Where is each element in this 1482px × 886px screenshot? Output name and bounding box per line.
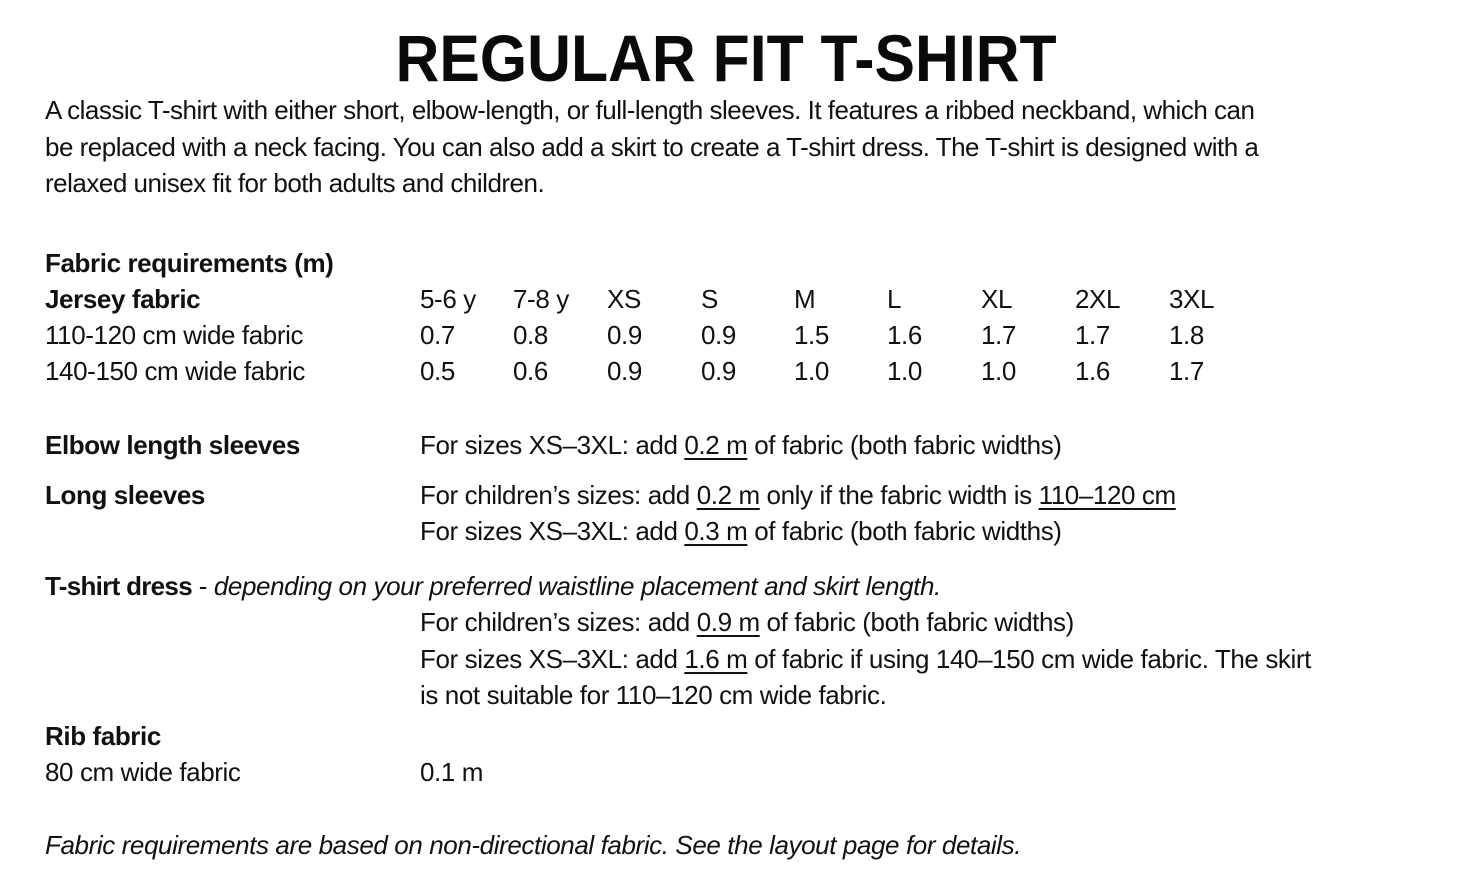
page-title: REGULAR FIT T-SHIRT (395, 21, 1057, 95)
requirement-text: For sizes XS–3XL: add (420, 644, 685, 674)
table-cell: 0.8 (513, 320, 548, 350)
table-cell: 0.9 (701, 356, 736, 386)
requirement-text: For children’s sizes: add (420, 607, 697, 637)
table-cell: 0.6 (513, 356, 548, 386)
intro-paragraph (45, 92, 1445, 202)
separator: - (191, 571, 214, 601)
requirement-line: is not suitable for 110–120 cm wide fabric. (420, 680, 887, 710)
requirement-text: For sizes XS–3XL: add (420, 516, 685, 546)
intro-line: A classic T-shirt with either short, elbow-length, or full-length sleeves. It features a ribbed neckband, which can (45, 95, 1255, 125)
table-cell: 1.0 (887, 356, 922, 386)
table-cell: 0.5 (420, 356, 455, 386)
size-header: 2XL (1075, 284, 1121, 314)
amount-value: 0.9 m (696, 607, 760, 637)
requirement-text: For sizes XS–3XL: add (420, 430, 685, 460)
amount-value: 1.6 m (684, 644, 748, 674)
table-cell: 1.8 (1169, 320, 1204, 350)
width-value: 110–120 cm (1038, 480, 1176, 510)
table-cell: 1.6 (1075, 356, 1110, 386)
section-label: Rib fabric (45, 721, 161, 751)
amount-value: 0.2 m (696, 480, 760, 510)
row-label: 140-150 cm wide fabric (45, 356, 305, 386)
rib-fabric-value: 0.1 m (420, 757, 484, 787)
requirement-text: For children’s sizes: add (420, 480, 697, 510)
row-label: 80 cm wide fabric (45, 757, 241, 787)
size-header: M (794, 284, 816, 314)
requirement-line (420, 427, 1062, 463)
footnote: Fabric requirements are based on non-directional fabric. See the layout page for details. (45, 830, 1022, 860)
requirement-text: of fabric (both fabric widths) (747, 516, 1062, 546)
size-header: L (887, 284, 902, 314)
table-cell: 0.9 (701, 320, 736, 350)
requirement-text: of fabric if using 140–150 cm wide fabric. The skirt (747, 644, 1311, 674)
table-cell: 1.6 (887, 320, 922, 350)
size-header: 5-6 y (420, 284, 476, 314)
section-label: Elbow length sleeves (45, 430, 300, 460)
size-header: 3XL (1169, 284, 1215, 314)
size-header: XS (607, 284, 641, 314)
requirement-text: of fabric (both fabric widths) (759, 607, 1074, 637)
amount-value: 0.3 m (684, 516, 748, 546)
section-label: T-shirt dress (45, 571, 192, 601)
section-note: depending on your preferred waistline placement and skirt length. (213, 571, 941, 601)
requirement-line (420, 513, 1062, 549)
table-cell: 1.0 (981, 356, 1016, 386)
intro-line: relaxed unisex fit for both adults and children. (45, 168, 545, 198)
section-label: Long sleeves (45, 480, 205, 510)
size-header: XL (981, 284, 1013, 314)
requirement-text: of fabric (both fabric widths) (747, 430, 1062, 460)
table-subheading: Jersey fabric (45, 284, 201, 314)
table-heading: Fabric requirements (m) (45, 248, 334, 278)
amount-value: 0.2 m (684, 430, 748, 460)
table-cell: 1.7 (1075, 320, 1110, 350)
table-cell: 1.7 (1169, 356, 1204, 386)
requirement-text: only if the fabric width is (759, 480, 1039, 510)
section-header (45, 568, 941, 604)
row-label: 110-120 cm wide fabric (45, 320, 304, 350)
table-cell: 1.0 (794, 356, 829, 386)
size-header: 7-8 y (513, 284, 569, 314)
table-cell: 0.7 (420, 320, 455, 350)
requirement-line (420, 477, 1176, 513)
requirement-line (420, 604, 1074, 640)
requirement-line (420, 641, 1311, 677)
table-cell: 1.7 (981, 320, 1016, 350)
table-cell: 0.9 (607, 356, 642, 386)
intro-line: be replaced with a neck facing. You can also add a skirt to create a T-shirt dress. The T-shirt is designed with a (45, 131, 1259, 162)
table-cell: 1.5 (794, 320, 829, 350)
size-header: S (701, 284, 718, 314)
table-cell: 0.9 (607, 320, 642, 350)
